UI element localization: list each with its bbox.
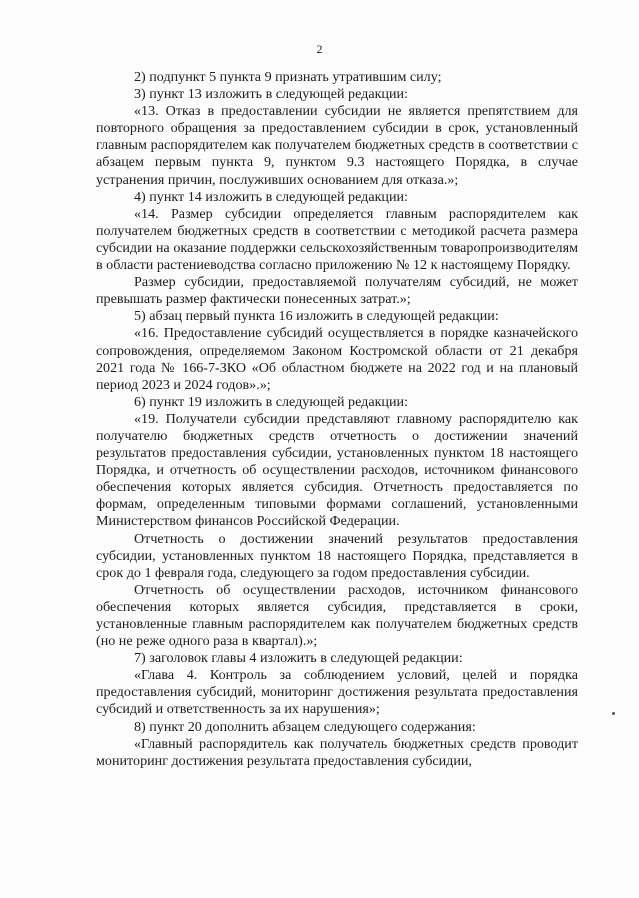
paragraph-point-13: «13. Отказ в предоставлении субсидии не является препятствием для повторного обращения за предоставлением субсидии в срок, установленный главным распорядителем как получателем бюджетных средств в соответствии с абзацем первым пункта 9, пунктом 9.3 настоящего Порядка, в случае устранения причин, послуживших основанием для отказа.»;: [96, 103, 578, 188]
paragraph-item-7: 7) заголовок главы 4 изложить в следующей редакции:: [134, 650, 463, 667]
paragraph-item-5: 5) абзац первый пункта 16 изложить в следующей редакции:: [134, 308, 499, 325]
paragraph-item-3: 3) пункт 13 изложить в следующей редакции:: [134, 86, 408, 103]
paragraph-point-14: «14. Размер субсидии определяется главным распорядителем как получателем бюджетных средств в соответствии с методикой расчета размера субсидии на оказание поддержки сельскохозяйственным товаропроизводителям в области растениеводства согласно приложению № 12 к настоящему Порядку.: [96, 205, 578, 274]
paragraph-subsidy-size: Размер субсидии, предоставляемой получателям субсидий, не может превышать размер фактически понесенных затрат.»;: [96, 274, 578, 308]
paragraph-reporting-expenses: Отчетность об осуществлении расходов, источником финансового обеспечения которых является субсидия, представляется в сроки, установленные главным распорядителем как получателем бюджетных средств (но не реже одного раза в квартал).»;: [96, 581, 578, 650]
paragraph-point-20-addition: «Главный распорядитель как получатель бюджетных средств проводит мониторинг достижения результата предоставления субсидии,: [96, 735, 578, 769]
paragraph-chapter-4-title: «Глава 4. Контроль за соблюдением условий, целей и порядка предоставления субсидий, мониторинг достижения результата предоставления субсидий и ответственность за их нарушения»;: [96, 667, 578, 718]
document-body: [96, 69, 578, 770]
paragraph-item-6: 6) пункт 19 изложить в следующей редакции:: [134, 393, 408, 410]
paragraph-reporting-results: Отчетность о достижении значений результатов предоставления субсидии, установленных пунктом 18 настоящего Порядка, представляется в срок до 1 февраля года, следующего за годом предоставления субсидии.: [96, 530, 578, 581]
paragraph-item-8: 8) пункт 20 дополнить абзацем следующего содержания:: [134, 718, 476, 735]
page-number: 2: [316, 42, 323, 56]
paragraph-item-4: 4) пункт 14 изложить в следующей редакции:: [134, 188, 408, 205]
scan-speck: [612, 712, 615, 715]
paragraph-point-19: «19. Получатели субсидии представляют главному распорядителю как получателю бюджетных средств отчетность о достижении значений результатов предоставления субсидии, установленных пунктом 18 настоящего Порядка, и отчетность об осуществлении расходов, источником финансового обеспечения которых является субсидия. Отчетность предоставляется по формам, определенным типовыми формами соглашений, установленными Министерством финансов Российской Федерации.: [96, 410, 578, 530]
paragraph-point-16: «16. Предоставление субсидий осуществляется в порядке казначейского сопровождения, определяемом Законом Костромской области от 21 декабря 2021 года № 166-7-ЗКО «Об областном бюджете на 2022 год и на плановый период 2023 и 2024 годов».»;: [96, 325, 578, 393]
paragraph-item-2: 2) подпункт 5 пункта 9 признать утратившим силу;: [134, 69, 442, 85]
